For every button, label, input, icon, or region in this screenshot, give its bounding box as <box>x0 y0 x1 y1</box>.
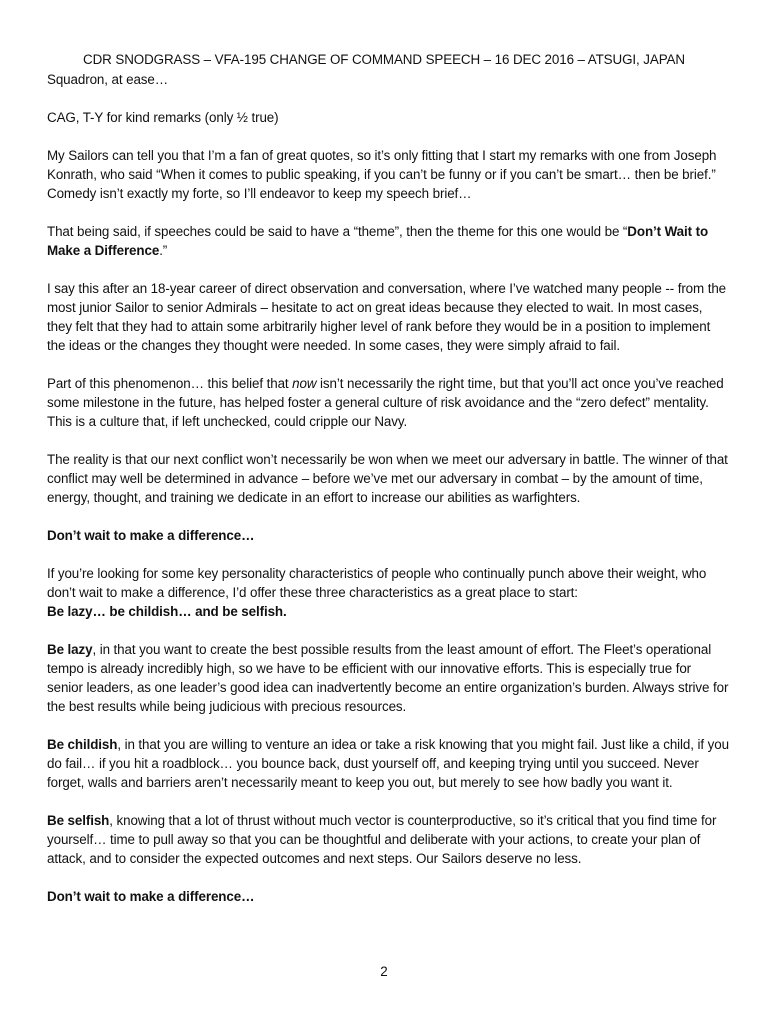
characteristics-text: If you’re looking for some key personality characteristics of people who continually punch above their weight, who don’t wait to make a difference, I’d offer these three characteristics as a great place to start: <box>47 566 707 600</box>
be-lazy-text: , in that you want to create the best possible results from the least amount of effort. The Fleet’s operational tempo is already incredibly high, so we have to be efficient with our innovative efforts. This is especially true for senior leaders, as one leader’s good idea can inadvertently become an entire organization’s burden. Always strive for the best results while being judicious with precious resources. <box>47 642 729 714</box>
refrain-bold-2: Don’t wait to make a difference… <box>47 889 255 904</box>
document-header: CDR SNODGRASS – VFA-195 CHANGE OF COMMAND SPEECH – 16 DEC 2016 – ATSUGI, JAPAN <box>83 52 685 67</box>
paragraph-phenomenon <box>47 374 729 431</box>
paragraph-be-lazy <box>47 640 729 716</box>
theme-end: .” <box>159 243 168 258</box>
phenomenon-text-c: isn’t necessarily the right time, but that you’ll act once you’ve reached some milestone in the future, has helped foster a general culture of risk avoidance and the “zero defect” mentality. This is a culture that, if left unchecked, could cripple our Navy. <box>47 376 724 429</box>
paragraph-reality: The reality is that our next conflict won’t necessarily be won when we meet our adversary in battle. The winner of that conflict may well be determined in advance – before we’ve met our adversary in combat – by the amount of time, energy, thought, and training we dedicate in an effort to increase our abilities as warfighters. <box>47 452 728 505</box>
characteristics-bold: Be lazy… be childish… and be selfish. <box>47 604 287 619</box>
speech-body <box>47 70 729 906</box>
refrain-bold-1: Don’t wait to make a difference… <box>47 528 255 543</box>
theme-bold: Don’t Wait to Make a Difference <box>47 224 709 258</box>
paragraph-cag: CAG, T-Y for kind remarks (only ½ true) <box>47 110 279 125</box>
paragraph-career: I say this after an 18-year career of direct observation and conversation, where I’ve watched many people -- from the most junior Sailor to senior Admirals – hesitate to act on great ideas because they elected to wait. In most cases, they felt that they had to attain some arbitrarily higher level of rank before they would be in a position to implement the ideas or the changes they thought were needed. In some cases, they were simply afraid to fail. <box>47 281 727 353</box>
be-selfish-bold: Be selfish <box>47 813 110 828</box>
page-number: 2 <box>380 964 388 979</box>
be-lazy-bold: Be lazy <box>47 642 93 657</box>
paragraph-refrain-1 <box>47 526 729 545</box>
paragraph-refrain-2 <box>47 887 729 906</box>
paragraph-characteristics <box>47 564 729 621</box>
theme-text: That being said, if speeches could be said to have a “theme”, then the theme for this one would be “ <box>47 224 628 239</box>
phenomenon-italic: now <box>292 376 317 391</box>
paragraph-greeting: Squadron, at ease… <box>47 72 169 87</box>
be-childish-bold: Be childish <box>47 737 118 752</box>
phenomenon-text-a: Part of this phenomenon… this belief that <box>47 376 293 391</box>
be-selfish-text: , knowing that a lot of thrust without much vector is counterproductive, so it’s critical that you find time for yourself… time to pull away so that you can be thoughtful and deliberate with your actions, to create your plan of attack, and to consider the expected outcomes and next steps. Our Sailors deserve no less. <box>47 813 717 866</box>
paragraph-be-childish <box>47 735 729 792</box>
be-childish-text: , in that you are willing to venture an idea or take a risk knowing that you might fail. Just like a child, if you do fail… if you hit a roadblock… you bounce back, dust yourself off, and keeping trying until you succeed. Never forget, walls and barriers aren’t necessarily meant to keep you out, but merely to see how badly you want it. <box>47 737 729 790</box>
paragraph-be-selfish <box>47 811 729 868</box>
paragraph-quote: My Sailors can tell you that I’m a fan of great quotes, so it’s only fitting that I start my remarks with one from Joseph Konrath, who said “When it comes to public speaking, if you can’t be funny or if you can’t be smart… then be brief.” Comedy isn’t exactly my forte, so I’ll endeavor to keep my speech brief… <box>47 148 717 201</box>
paragraph-theme <box>47 222 729 260</box>
